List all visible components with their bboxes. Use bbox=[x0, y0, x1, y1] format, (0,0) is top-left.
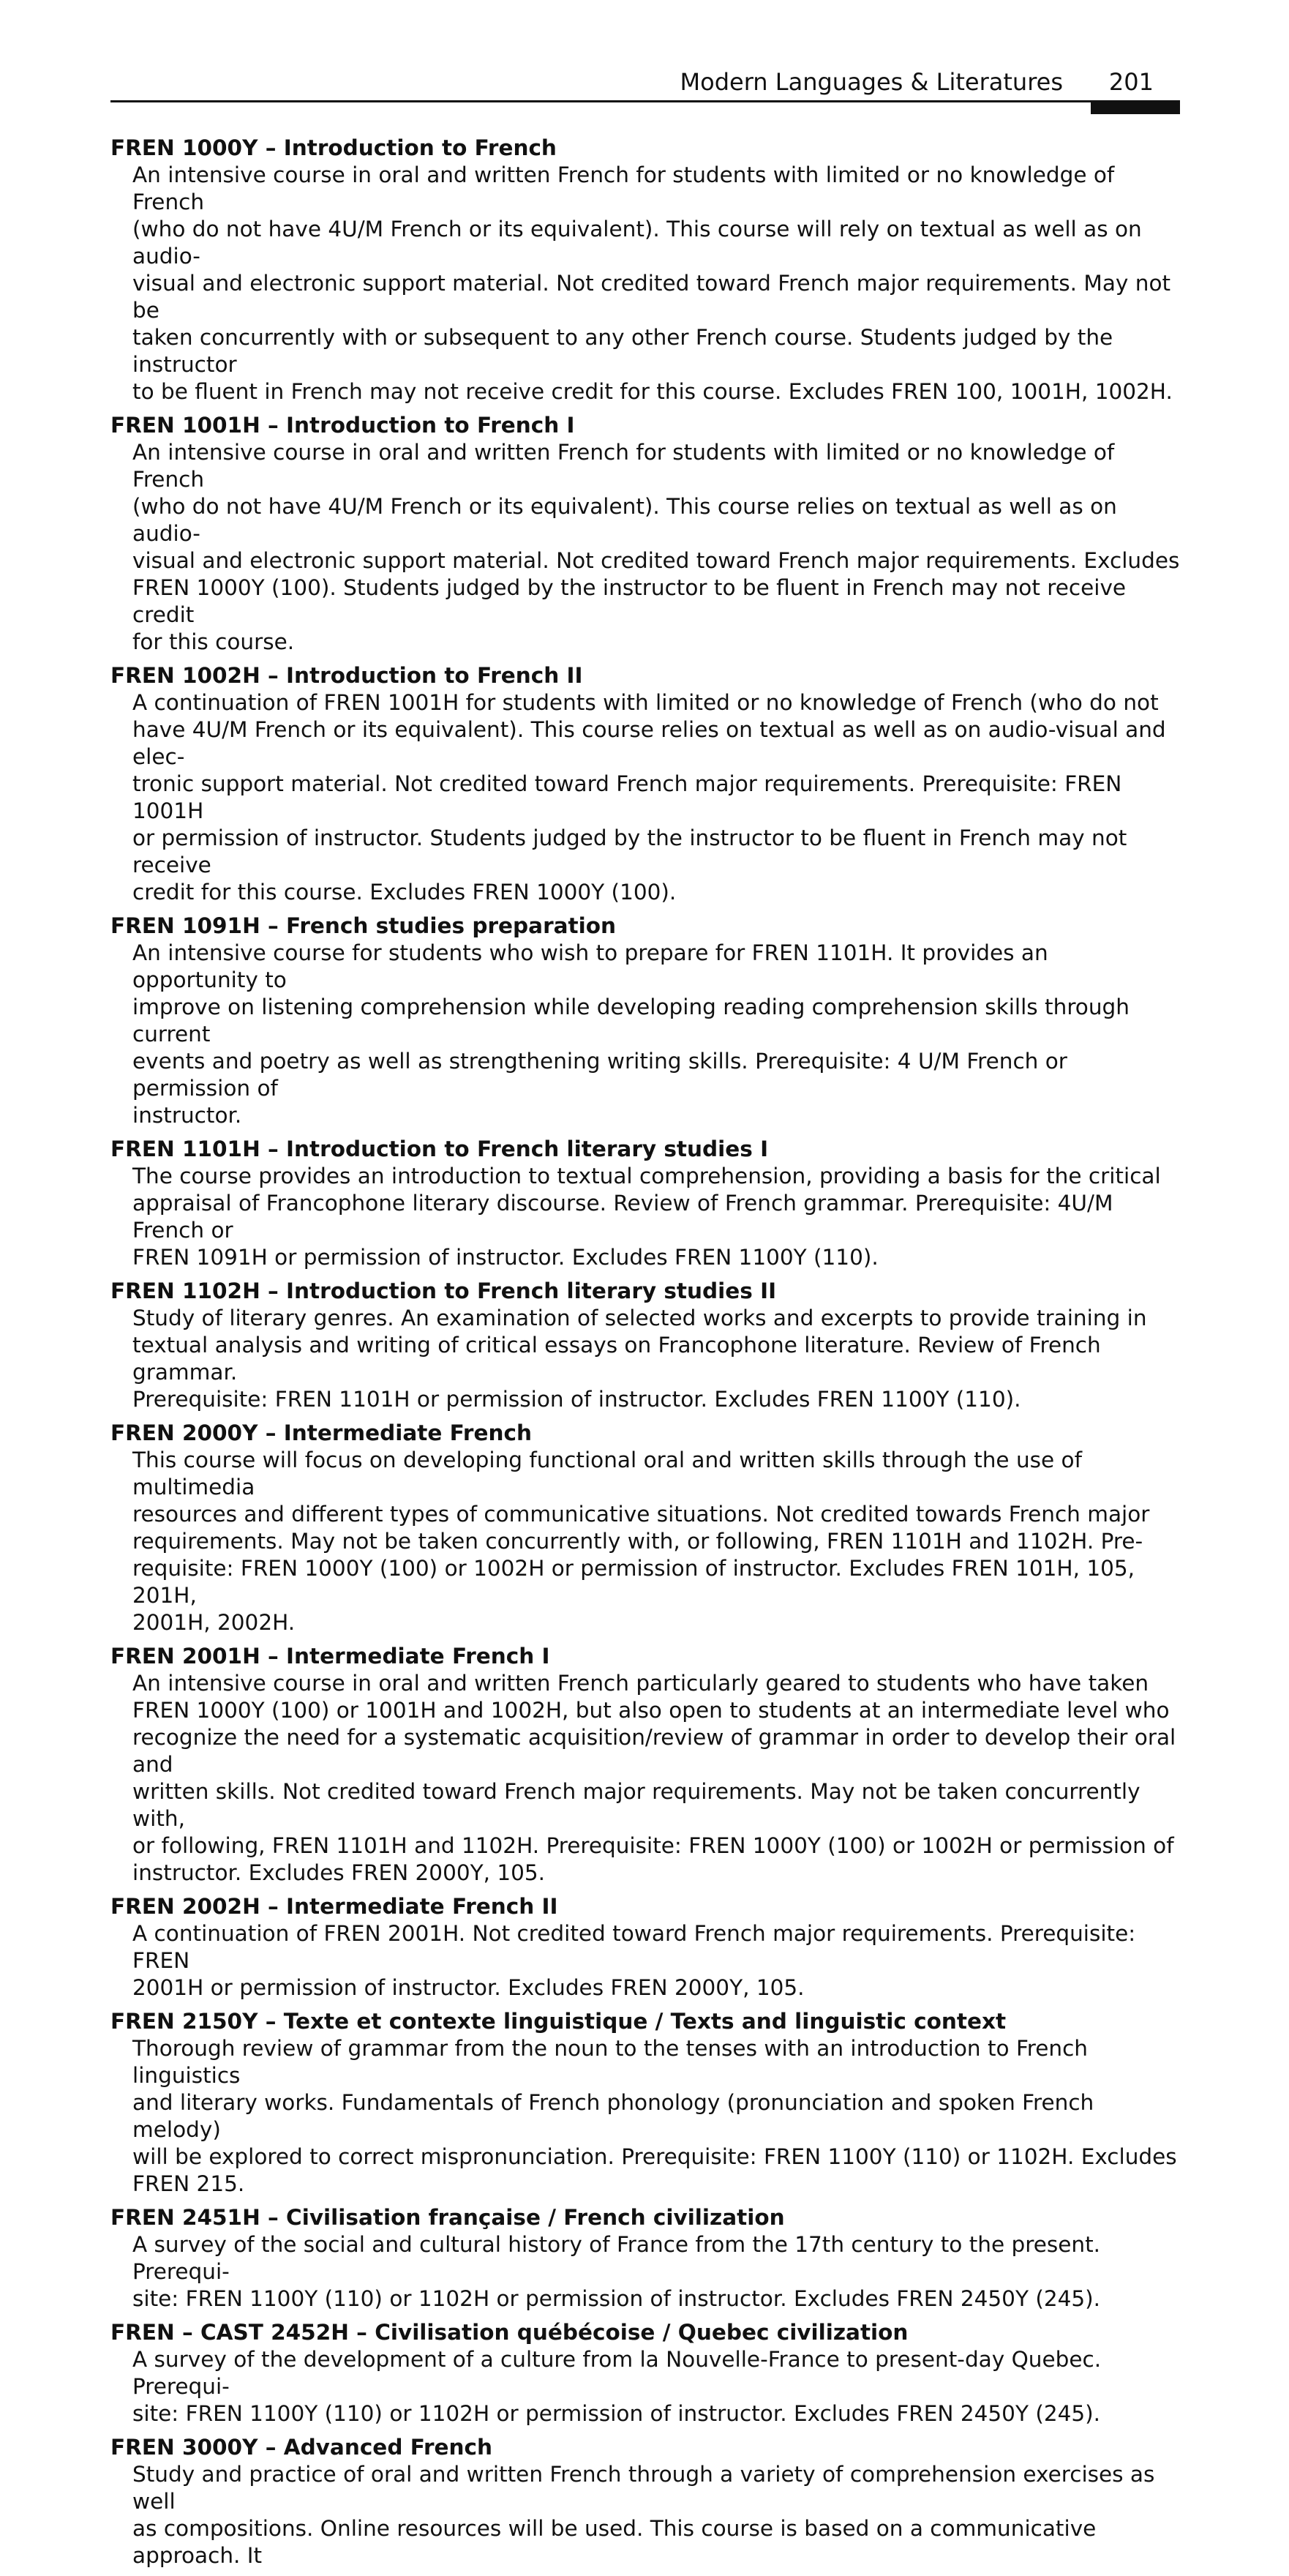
course-title: FREN 1000Y – Introduction to French bbox=[110, 135, 557, 160]
course-entry bbox=[110, 1278, 1180, 1413]
course-title: FREN 2150Y – Texte et contexte linguistique / Texts and linguistic context bbox=[110, 2009, 1007, 2034]
page-number: 201 bbox=[1108, 68, 1154, 96]
course-title: FREN 1101H – Introduction to French literary studies I bbox=[110, 1137, 769, 1161]
course-description: A continuation of FREN 2001H. Not credited toward French major requirements. Prerequisite: FREN 2001H or permission of instructor. Excludes FREN 2000Y, 105. bbox=[132, 1921, 1136, 2000]
course-entry bbox=[110, 1136, 1180, 1271]
course-description: An intensive course in oral and written French for students with limited or no knowledge of French (who do not have 4U/M French or its equivalent). This course will rely on textual as well as on audio- visual and electronic support material. Not credited toward French major requirements. May not be taken concurrently with or subsequent to any other French course. Students judged by the instructor to be fluent in French may not receive credit for this course. Excludes FREN 100, 1001H, 1002H. bbox=[132, 162, 1173, 404]
course-title: FREN 2000Y – Intermediate French bbox=[110, 1420, 532, 1445]
course-entry bbox=[110, 1893, 1180, 2002]
course-entry bbox=[110, 1643, 1180, 1887]
course-list bbox=[110, 135, 1180, 2576]
running-header-title: Modern Languages & Literatures bbox=[680, 68, 1063, 96]
course-entry bbox=[110, 2008, 1180, 2198]
course-description: Study of literary genres. An examination of selected works and excerpts to provide training in textual analysis and writing of critical essays on Francophone literature. Review of French grammar. Prerequisite: FREN 1101H or permission of instructor. Excludes FREN 1100Y (110). bbox=[132, 1306, 1147, 1412]
course-entry bbox=[110, 1420, 1180, 1636]
course-title: FREN 2002H – Intermediate French II bbox=[110, 1894, 558, 1919]
page-header bbox=[110, 64, 1180, 102]
course-description: A continuation of FREN 1001H for students with limited or no knowledge of French (who do not have 4U/M French or its equivalent). This course relies on textual as well as on audio-visual and elec- tronic support material. Not credited toward French major requirements. Prerequisite: FREN 1001H or permission of instructor. Students judged by the instructor to be fluent in French may not receive credit for this course. Excludes FREN 1000Y (100). bbox=[132, 690, 1166, 905]
course-entry bbox=[110, 662, 1180, 906]
course-description: An intensive course in oral and written French for students with limited or no knowledge of French (who do not have 4U/M French or its equivalent). This course relies on textual as well as on audio- visual and electronic support material. Not credited toward French major requirements. Excludes FREN 1000Y (100). Students judged by the instructor to be fluent in French may not receive credit for this course. bbox=[132, 440, 1180, 654]
course-entry bbox=[110, 412, 1180, 656]
course-entry bbox=[110, 913, 1180, 1129]
course-description: This course will focus on developing functional oral and written skills through the use of multimedia resources and different types of communicative situations. Not credited towards French major requirements. May not be taken concurrently with, or following, FREN 1101H and 1102H. Pre- requisite: FREN 1000Y (100) or 1002H or permission of instructor. Excludes FREN 101H, 105, 201H, 2001H, 2002H. bbox=[132, 1448, 1150, 1635]
page-edge-tab bbox=[1091, 102, 1180, 114]
course-entry bbox=[110, 2434, 1180, 2569]
header-rule bbox=[110, 100, 1180, 102]
course-title: FREN 2001H – Intermediate French I bbox=[110, 1644, 550, 1669]
course-title: FREN 3000Y – Advanced French bbox=[110, 2435, 493, 2460]
course-title: FREN 1102H – Introduction to French literary studies II bbox=[110, 1278, 777, 1303]
course-description: An intensive course in oral and written French particularly geared to students who have taken FREN 1000Y (100) or 1001H and 1002H, but also open to students at an intermediate level who recognize the need for a systematic acquisition/review of grammar in order to develop their oral and written skills. Not credited toward French major requirements. May not be taken concurrently with, or following, FREN 1101H and 1102H. Prerequisite: FREN 1000Y (100) or 1002H or permission of instructor. Excludes FREN 2000Y, 105. bbox=[132, 1671, 1176, 1885]
course-entry bbox=[110, 2319, 1180, 2427]
course-description: Thorough review of grammar from the noun to the tenses with an introduction to French linguistics and literary works. Fundamentals of French phonology (pronunciation and spoken French melody) will be explored to correct mispronunciation. Prerequisite: FREN 1100Y (110) or 1102H. Excludes FREN 215. bbox=[132, 2036, 1177, 2196]
course-description: A survey of the social and cultural history of France from the 17th century to the present. Prerequi- site: FREN 1100Y (110) or 1102H or permission of instructor. Excludes FREN 2450Y (245). bbox=[132, 2232, 1101, 2311]
course-title: FREN 1001H – Introduction to French I bbox=[110, 413, 575, 438]
course-entry bbox=[110, 2204, 1180, 2313]
course-title: FREN 2451H – Civilisation française / French civilization bbox=[110, 2205, 785, 2230]
course-description: A survey of the development of a culture from la Nouvelle-France to present-day Quebec. Prerequi- site: FREN 1100Y (110) or 1102H or permission of instructor. Excludes FREN 2450Y (245). bbox=[132, 2347, 1102, 2426]
course-title: FREN 1091H – French studies preparation bbox=[110, 913, 617, 938]
course-entry bbox=[110, 135, 1180, 405]
course-description: An intensive course for students who wish to prepare for FREN 1101H. It provides an opportunity to improve on listening comprehension while developing reading comprehension skills through current events and poetry as well as strengthening writing skills. Prerequisite: 4 U/M French or permission of instructor. bbox=[132, 940, 1130, 1128]
course-description: Study and practice of oral and written French through a variety of comprehension exercises as well as compositions. Online resources will be used. This course is based on a communicative approach. It bbox=[132, 2462, 1155, 2568]
course-title: FREN – CAST 2452H – Civilisation québécoise / Quebec civilization bbox=[110, 2320, 909, 2345]
course-description: The course provides an introduction to textual comprehension, providing a basis for the critical appraisal of Francophone literary discourse. Review of French grammar. Prerequisite: 4U/M French or FREN 1091H or permission of instructor. Excludes FREN 1100Y (110). bbox=[132, 1164, 1161, 1270]
course-title: FREN 1002H – Introduction to French II bbox=[110, 663, 583, 688]
